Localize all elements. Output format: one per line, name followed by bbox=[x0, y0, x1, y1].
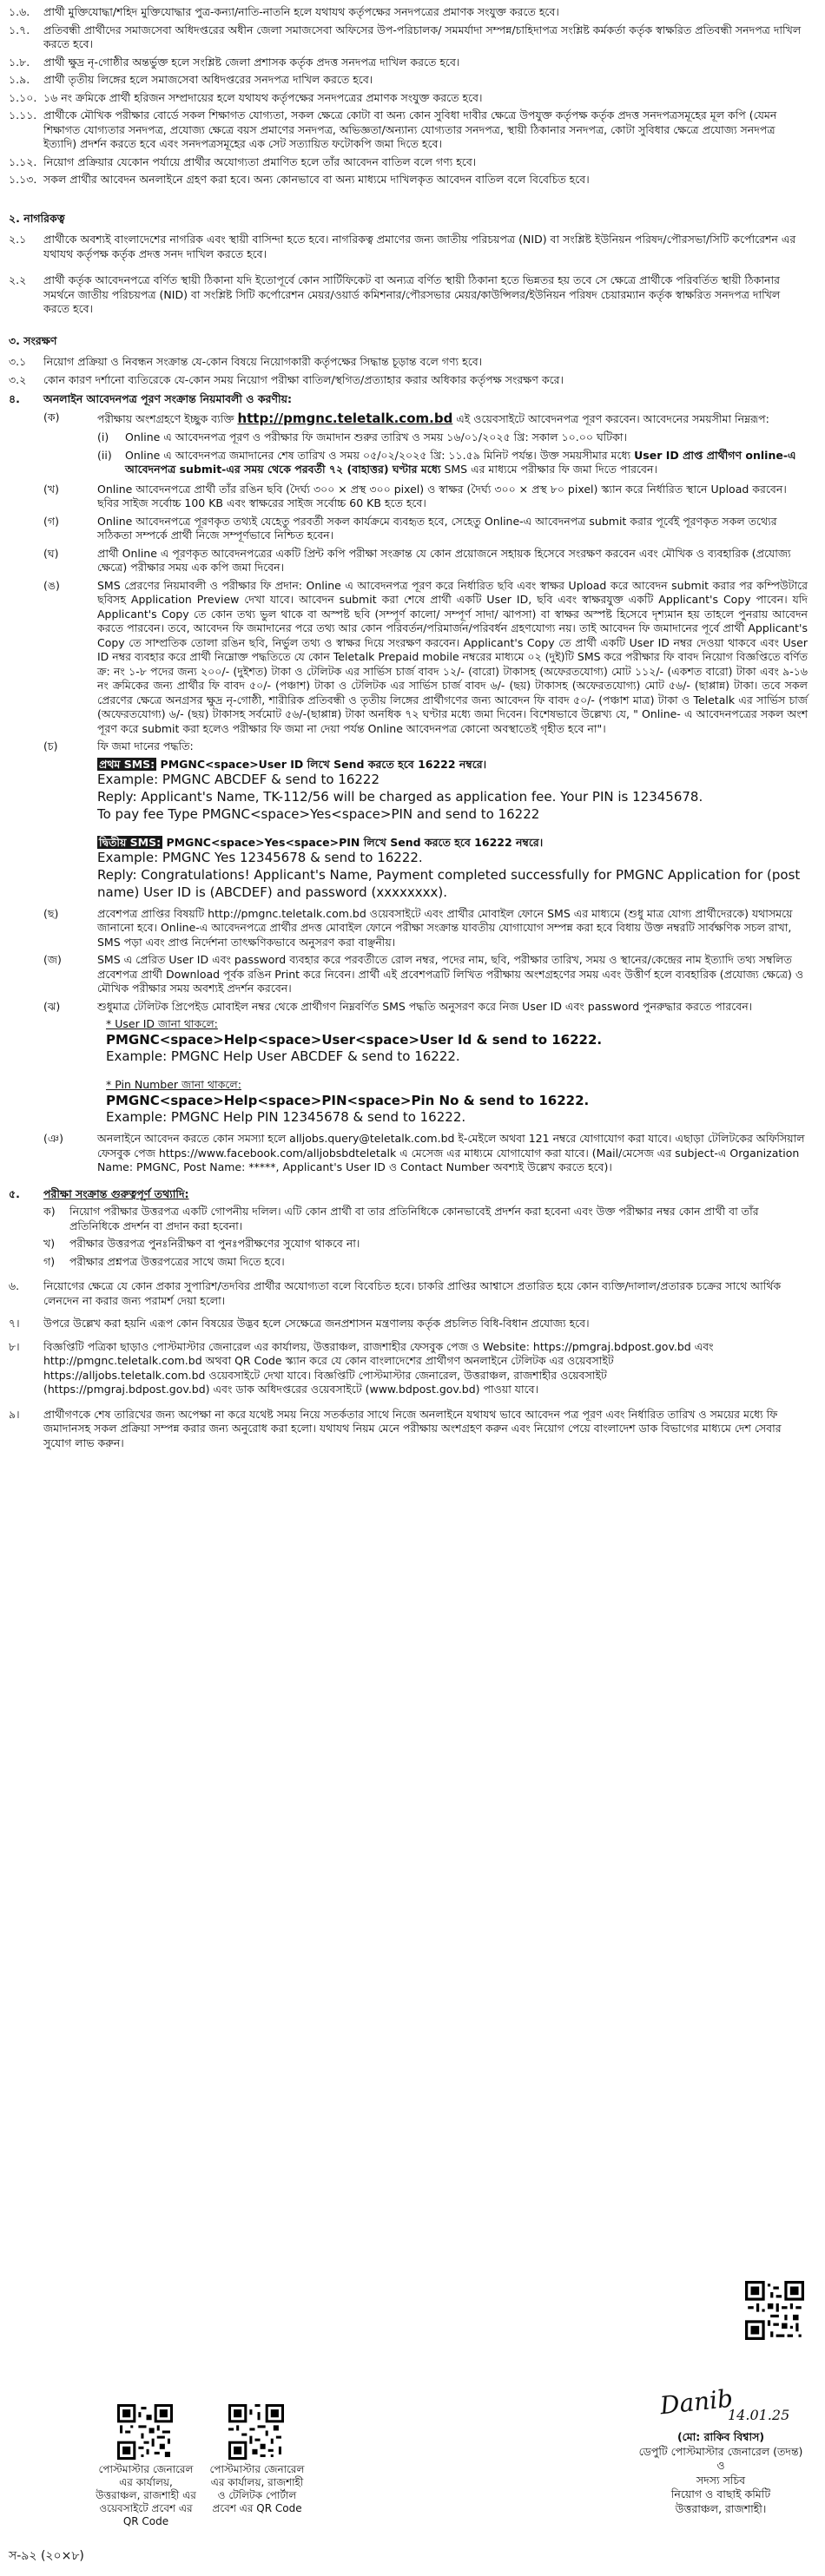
second-sms-label: দ্বিতীয় SMS: bbox=[99, 835, 162, 849]
item-4-ka-ii: (ii) Online এ আবেদনপত্র জমাদানের শেষ তারিখ ও সময় ০৫/০২/২০২৫ খ্রি: ১১.৫৯ মিনিট পর্যন্ত। উক্ত সময়সীমার মধ্যে User ID প্রাপ্ত প্রার্থীগণ online-এ আবেদনপত্র submit-এর সময় থেকে পরবর্তী ৭২ (বাহাত্তর) ঘণ্টার মধ্যে SMS এর মাধ্যমে পরীক্ষার ফি জমা দিতে পারবেন। bbox=[97, 448, 796, 476]
item-6: ৬. নিয়োগের ক্ষেত্রে যে কোন প্রকার সুপারিশ/তদবির প্রার্থীর অযোগ্যতা বলে বিবেচিত হবে। চাকরি প্রাপ্তির আশ্বাসে প্রতারিত হয়ে কোন ব্যক্তি/দালাল/প্রতারক চক্রের সাথে আর্থিক লেনদেন না করার জন্য পরামর্শ দেয়া হলো। bbox=[9, 1279, 782, 1307]
item-1-10: ১.১০. ১৬ নং ক্রমিকে প্রার্থী হরিজন সম্প্রদায়ের হলে যথাযথ কর্তৃপক্ষের সনদপত্রের প্রমাণক সংযুক্ত করতে হবে। bbox=[9, 90, 483, 104]
section-1-continued bbox=[9, 5, 808, 187]
qr-code-icon bbox=[745, 2281, 804, 2340]
item-8-qr-code[interactable] bbox=[745, 2281, 804, 2340]
section-4-heading: ৪. অনলাইন আবেদনপত্র পূরণ সংক্রান্ত নিয়মাবলী ও করণীয়: bbox=[9, 392, 292, 405]
item-1-7: ১.৭. প্রতিবন্ধী প্রার্থীদের সমাজসেবা অধিদপ্তরের অধীন জেলা সমাজসেবা অফিসের উপ-পরিচালক/ সমমর্যাদা সম্পন্ন/চাহিদাপত্র সংশ্লিষ্ট কর্মকর্তা কর্তৃক স্বাক্ষরিত প্রতিবন্ধী সনদপত্র দাখিল করতে হবে। bbox=[9, 23, 802, 50]
item-2-2: ২.২ প্রার্থী কর্তৃক আবেদনপত্রে বর্ণিত স্থায়ী ঠিকানা যদি ইতোপূর্বে কোন সার্টিফিকেট বা অন্যত্র বর্ণিত স্থায়ী ঠিকানা হতে ভিন্নতর হয় তবে সে ক্ষেত্রে প্রার্থীকে পরিবর্তিত স্থায়ী ঠিকানার সমর্থনে জাতীয় পরিচয়পত্র (NID) বা সংশ্লিষ্ট সিটি কর্পোরেশন মেয়র/ওয়ার্ড কমিশনার/পৌরসভার মেয়র/কাউন্সিলর/ইউনিয়ন পরিষদ চেয়ারম্যান কর্তৃক স্বাক্ষরিত সনদপত্র দাখিল করতে হবে। bbox=[9, 273, 781, 315]
application-link[interactable]: http://pmgnc.teletalk.com.bd bbox=[237, 410, 453, 426]
item-2-1: ২.১ প্রার্থীকে অবশ্যই বাংলাদেশের নাগরিক এবং স্থায়ী বাসিন্দা হতে হবে। নাগরিকত্ব প্রমাণের জন্য জাতীয় পরিচয়পত্র (NID) বা সংশ্লিষ্ট ইউনিয়ন পরিষদ/পৌরসভা/সিটি কর্পোরেশন এর যথাযথ কর্তৃপক্ষ কর্তৃক প্রদত্ত সনদ দাখিল করতে হবে। bbox=[9, 233, 796, 260]
item-4-cha2: (ছ) প্রবেশপত্র প্রাপ্তির বিষয়টি http://pmgnc.teletalk.com.bd ওয়েবসাইটে এবং প্রার্থীর মোবাইল ফোনে SMS এর মাধ্যমে (শুধু মাত্র যোগ্য প্রার্থীদেরকে) যথাসময়ে জানানো হবে। Online-এ আবেদনপত্রে প্রার্থীর প্রদত্ত মোবাইল ফোনে পরীক্ষা সংক্রান্ত যাবতীয় যোগাযোগ সম্পন্ন করা হবে বিধায় উক্ত নম্বরটি সার্বক্ষণিক সচল রাখা, SMS পড়া এবং প্রাপ্ত নির্দেশনা তাৎক্ষণিকভাবে অনুসরণ করা বাঞ্ছনীয়। bbox=[43, 906, 793, 949]
item-4-ga: (গ) Online আবেদনপত্রে পূরণকৃত তথ্যই যেহেতু পরবর্তী সকল কার্যক্রমে ব্যবহৃত হবে, সেহেতু Online-এ আবেদনপত্র submit করার পূর্বেই পূরণকৃত সকল তথ্যের সঠিকতা সম্পর্কে প্রার্থী নিজে সম্পূর্ণভাবে নিশ্চিত হবেন। bbox=[43, 514, 777, 542]
signature-block: Danib 14.01.25 (মো: রাকিব বিশ্বাস) ডেপুটি পোস্টমাস্টার জেনারেল (তদন্ত) ও সদস্য সচিব নিয়োগ ও বাছাই কমিটি উত্তরাঞ্চল, রাজশাহী। bbox=[625, 2387, 816, 2516]
item-5-kha: খ) পরীক্ষার উত্তরপত্র পুনঃনিরীক্ষণ বা পুনঃপরীক্ষণের সুযোগ থাকবে না। bbox=[43, 1237, 360, 1251]
section-5-exam-info bbox=[9, 1187, 808, 1270]
signatory-name: (মো: রাকিব বিশ্বাস) bbox=[676, 2430, 765, 2443]
item-1-8: ১.৮. প্রার্থী ক্ষুদ্র নৃ-গোষ্ঠীর অন্তর্ভুক্ত হলে সংশ্লিষ্ট জেলা প্রশাসক কর্তৃক প্রদত্ত সনদপত্র দাখিল করতে হবে। bbox=[9, 55, 460, 69]
item-5-ga: গ) পরীক্ষার প্রশ্নপত্র উত্তরপত্রের সাথে জমা দিতে হবে। bbox=[43, 1254, 285, 1268]
item-4-cha: (চ) ফি জমা দানের পদ্ধতি: bbox=[43, 739, 194, 753]
item-4-umo: (ঙ) SMS প্রেরণের নিয়মাবলী ও পরীক্ষার ফি প্রদান: Online এ আবেদনপত্র পূরণ করে নির্ধারিত ছবি এবং স্বাক্ষর Upload করে আবেদন submit করার পর কম্পিউটারে ছবিসহ Application Preview দেখা যাবে। আবেদন submit করা শেষে প্রার্থী একটি User ID, ছবি এবং স্বাক্ষরযুক্ত একটি Applicant's Copy পাবেন। যদি Applicant's Copy তে কোন তথ্য ভুল থাকে বা অস্পষ্ট ছবি (সম্পূর্ণ কালো/ সম্পূর্ণ সাদা/ ঝাপসা) বা স্বাক্ষর অস্পষ্ট হিসেবে দৃশ্যমান হয় তাহলে পুনরায় আবেদন করতে পারবেন। তবে, আবেদন ফি জমাদানের পরে তথ্য আর কোন পরিবর্তন/পরিমার্জন/পরিবর্ধন গ্রহণযোগ্য নয়। তাই আবেদন ফি জমাদানের পূর্বে প্রার্থী Applicant's Copy তে সাম্প্রতিক তোলা রঙিন ছবি, নির্ভুল তথ্য ও স্বাক্ষর দিয়ে সংরক্ষণ করবেন। Applicant's Copy তে প্রার্থী একটি User ID নম্বর দেওয়া থাকবে এবং User ID নম্বর ব্যবহার করে প্রার্থী নিম্নোক্ত পদ্ধতিতে যে কোন Teletalk Prepaid mobile নম্বরের মাধ্যমে ০২ (দুই)টি SMS করে পরীক্ষার ফি বাবদ নিয়োগ বিজ্ঞপ্তিতে বর্ণিত ক্র: নং ১-৮ পদের জন্য ২০০/- (দুইশত) টাকা ও টেলিটক এর সার্ভিস চার্জ বাবদ ১২/- (বারো) টাকাসহ (অফেরতযোগ্য) মোট ১১২/- (একশত বারো) টাকা এবং ৯-১৬ নং ক্রমিকের জন্য প্রার্থীর ফি বাবদ ৫০/- (পঞ্চাশ) টাকা ও টেলিটক এর সার্ভিস চার্জ বাবদ ৬/- (ছয়) টাকাসহ (অফেরতযোগ্য) মোট ৫৬/- (ছাপ্পান্ন) টাকা। তবে সকল প্রেরণের ক্ষেত্রে অনগ্রসর ক্ষুদ্র নৃ-গোষ্ঠী, শারীরিক প্রতিবন্ধী ও তৃতীয় লিঙ্গের প্রার্থীগণের জন্য আবেদন ফি বাবদ ৫০/- (পঞ্চাশ মাত্র) টাকা ও Teletalk এর সার্ভিস চার্জ (অফেরতযোগ্য) ৬/- (ছয়) টাকাসহ সর্বমোট ৫৬/-(ছাপ্পান্ন) টাকা অনধিক ৭২ ঘণ্টার মধ্যে জমা দিবেন। বিশেষভাবে উল্লেখ্য যে, " Online- এ আবেদনপত্রের সকল অংশ পূরণ করে submit করা হলেও পরীক্ষার ফি জমা না দেয়া পর্যন্ত Online আবেদনপত্র কোনো অবস্থাতেই গৃহীত হবে না"। bbox=[43, 578, 808, 735]
item-1-6: ১.৬. প্রার্থী মুক্তিযোদ্ধা/শহিদ মুক্তিযোদ্ধার পুত্র-কন্যা/নাতি-নাতনি হলে যথাযথ কর্তৃপক্ষের সনদপত্রের প্রমাণক সংযুক্ত করতে হবে। bbox=[9, 5, 559, 18]
item-3-1: ৩.১ নিয়োগ প্রক্রিয়া ও নিবন্ধন সংক্রান্ত যে-কোন বিষয়ে নিয়োগকারী কর্তৃপক্ষের সিদ্ধান্ত চূড়ান্ত বলে গণ্য হবে। bbox=[9, 355, 483, 368]
item-1-12: ১.১২. নিয়োগ প্রক্রিয়ার যেকোন পর্যায়ে প্রার্থীর অযোগ্যতা প্রমাণিত হলে তাঁর আবেদন বাতিল বলে গণ্য হবে। bbox=[9, 154, 477, 168]
section-4-online-application bbox=[9, 392, 808, 1175]
item-4-ta: (ঞ) অনলাইনে আবেদন করতে কোন সমস্যা হলে alljobs.query@teletalk.com.bd ই-মেইলে অথবা 121 নম্বরে যোগাযোগ করা যাবে। এছাড়া টেলিটকের অফিসিয়াল ফেসবুক পেজ https://www.facebook.com/alljobsbdteletalk এ মেসেজ এর মাধ্যমে যোগাযোগ করা যাবে। (Mail/মেসেজ এর subject-এ Organization Name: PMGNC, Post Name: *****, Applicant's User ID ও Contact Number অবশ্যই উল্লেখ করতে হবে)। bbox=[43, 1132, 805, 1174]
item-4-kha: (খ) Online আবেদনপত্রে প্রার্থী তাঁর রঙিন ছবি (দৈর্ঘ্য ৩০০ × প্রস্থ ৩০০ pixel) ও স্বাক্ষর (দৈর্ঘ্য ৩০০ × প্রস্থ ৮০ pixel) স্ক্যান করে নির্ধারিত স্থানে Upload করবেন। ছবির সাইজ সর্বোচ্চ 100 KB এবং স্বাক্ষরের সাইজ সর্বোচ্চ 60 KB হতে হবে। bbox=[43, 482, 787, 510]
second-sms-block: দ্বিতীয় SMS: PMGNC<space>Yes<space>PIN লিখে Send করতে হবে 16222 নম্বরে। Example: PMGNC Yes 12345678 & send to 16222. Reply: Congratulations! Applicant's Name, Payment completed successfully for PMGNC Application for (post name) User ID is (ABCDEF) and password (xxxxxxxx). bbox=[97, 835, 801, 900]
bottom-qr-left[interactable] bbox=[117, 2404, 173, 2460]
item-4-ka: (ক) পরীক্ষায় অংশগ্রহণে ইচ্ছুক ব্যক্তি http://pmgnc.teletalk.com.bd এই ওয়েবসাইটে আবেদনপত্র পূরণ করবেন। আবেদনের সময়সীমা নিম্নরূপ: bbox=[43, 410, 769, 426]
qr-code-icon bbox=[117, 2404, 173, 2460]
form-code: স-৯২ (২০×৮) bbox=[9, 2549, 84, 2563]
qr-code-icon bbox=[228, 2404, 284, 2460]
user-id-recovery: * User ID জানা থাকলে: PMGNC<space>Help<space>User<space>User Id & send to 16222. Example: PMGNC Help User ABCDEF & send to 16222. bbox=[106, 1017, 603, 1065]
item-8: ৮। বিজ্ঞপ্তিটি পত্রিকা ছাড়াও পোস্টমাস্টার জেনারেল এর কার্যালয়, উত্তরাঞ্চল, রাজশাহীর ফেসবুক পেজ ও Website: https://pmgraj.bdpost.gov.bd এবং http://pmgnc.teletalk.com.bd অথবা QR Code স্ক্যান করে যে কোন বাংলাদেশের প্রার্থীগণ অনলাইনে টেলিটক এর ওয়েবসাইট https://alljobs.teletalk.com.bd ওয়েবসাইটে দেখা যাবে। বিজ্ঞপ্তিটি পোস্টমাস্টার জেনারেল, উত্তরাঞ্চল, রাজশাহীর ওয়েবসাইট (https://pmgraj.bdpost.gov.bd) এবং ডাক অধিদপ্তরের ওয়েবসাইটে (www.bdpost.gov.bd) পাওয়া যাবে। bbox=[9, 1339, 714, 1396]
item-4-ka-i: (i) Online এ আবেদনপত্র পূরণ ও পরীক্ষার ফি জমাদান শুরুর তারিখ ও সময় ১৬/০১/২০২৫ খ্রি: সকাল ১০.০০ ঘটিকা। bbox=[97, 430, 627, 444]
section-2-citizenship bbox=[9, 212, 808, 317]
section-3-reservation bbox=[9, 334, 808, 388]
section-5-heading: ৫. পরীক্ষা সংক্রান্ত গুরুত্বপূর্ণ তথ্যাদি: bbox=[9, 1186, 189, 1200]
item-4-jha: (জ) SMS এ প্রেরিত User ID এবং password ব্যবহার করে পরবর্তীতে রোল নম্বর, পদের নাম, ছবি, পরীক্ষার তারিখ, সময় ও স্থানের/কেন্দ্রের নাম ইত্যাদি তথ্য সম্বলিত প্রবেশপত্র প্রার্থী Download পূর্বক রঙিন Print করে নিবেন। প্রার্থী এই প্রবেশপত্রটি লিখিত পরীক্ষায় অংশগ্রহণের সময় এবং উত্তীর্ণ হলে ব্যবহারিক (প্রযোজ্য ক্ষেত্রে) ও মৌখিক পরীক্ষার সময় অবশ্যই প্রদর্শন করবেন। bbox=[43, 953, 804, 996]
item-4-nio: (ঝ) শুধুমাত্র টেলিটক প্রিপেইড মোবাইল নম্বর থেকে প্রার্থীগণ নিম্নবর্ণিত SMS পদ্ধতি অনুসরণ করে নিজ User ID এবং password পুনরুদ্ধার করতে পারবেন। bbox=[43, 999, 753, 1013]
item-1-11: ১.১১. প্রার্থীকে মৌখিক পরীক্ষার বোর্ডে সকল শিক্ষাগত যোগ্যতা, সকল ক্ষেত্রে কোটা বা অন্য কোন সুবিধা দাবীর ক্ষেত্রে উপযুক্ত কর্তৃপক্ষ কর্তৃক প্রদত্ত সনদপত্রসমূহের মূল কপি (যেমন শিক্ষাগত যোগ্যতার সনদপত্র, প্রযোজ্য ক্ষেত্রে বয়স প্রমাণের সনদপত্র, অভিজ্ঞতা/অন্যান্য যোগ্যতার সনদপত্র, স্থায়ী ঠিকানার সনদপত্র, কোটা সুবিধার ক্ষেত্রে প্রযোজ্য সনদপত্র ইত্যাদি) প্রদর্শন করতে হবে এবং সনদপত্রসমূহের এক সেট সত্যায়িত ফটোকপি জমা দিতে হবে। bbox=[9, 108, 777, 150]
bottom-qr-left-caption: পোস্টমাস্টার জেনারেল এর কার্যালয়, উত্তরাঞ্চল, রাজশাহী এর ওয়েবসাইটে প্রবেশ এর QR Code bbox=[96, 2463, 196, 2527]
section-2-title: ২. নাগরিকত্ব bbox=[9, 211, 65, 225]
item-9: ৯। প্রার্থীগণকে শেষ তারিখের জন্য অপেক্ষা না করে যথেষ্ট সময় নিয়ে সতর্কতার সাথে নিজে অনলাইনে যথাযথ ভাবে আবেদন পত্র পূরণ এবং নির্ধারিত তারিখ ও সময়ের মধ্যে ফি জমাদানসহ সকল প্রক্রিয়া সম্পন্ন করার জন্য অনুরোধ করা হলো। যথাযথ নিয়ম মেনে পরীক্ষায় অংশগ্রহণ করুন এবং নিয়োগ পেয়ে বাংলাদেশ ডাক বিভাগের মাধ্যমে দেশ সেবার সুযোগ লাভ করুন। bbox=[9, 1407, 782, 1449]
first-sms-label: প্রথম SMS: bbox=[99, 757, 155, 771]
item-1-13: ১.১৩. সকল প্রার্থীর আবেদন অনলাইনে গ্রহণ করা হবে। অন্য কোনভাবে বা অন্য মাধ্যমে দাখিলকৃত আবেদন বাতিল বলে বিবেচিত হবে। bbox=[9, 173, 590, 186]
section-3-title: ৩. সংরক্ষণ bbox=[9, 333, 57, 347]
signature-scribble: Danib 14.01.25 bbox=[658, 2383, 790, 2423]
pin-recovery: * Pin Number জানা থাকলে: PMGNC<space>Help<space>PIN<space>Pin No & send to 16222. Example: PMGNC Help PIN 12345678 & send to 16222. bbox=[106, 1078, 590, 1126]
item-7: ৭। উপরে উল্লেখ করা হয়নি এরূপ কোন বিষয়ের উদ্ভব হলে সেক্ষেত্রে জনপ্রশাসন মন্ত্রণালয় কর্তৃক প্রচলিত বিধি-বিধান প্রযোজ্য হবে। bbox=[9, 1317, 590, 1331]
item-4-gha: (ঘ) প্রার্থী Online এ পূরণকৃত আবেদনপত্রের একটি প্রিন্ট কপি পরীক্ষা সংক্রান্ত যে কোন প্রয়োজনে সহায়ক হিসেবে সংরক্ষণ করবেন এবং মৌখিক ও ব্যবহারিক (প্রযোজ্য ক্ষেত্রে) পরীক্ষার সময় এক কপি জমা দিবেন। bbox=[43, 546, 791, 575]
bottom-qr-right[interactable] bbox=[228, 2404, 284, 2460]
item-1-9: ১.৯. প্রার্থী তৃতীয় লিঙ্গের হলে সমাজসেবা অধিদপ্তরের সনদপত্র দাখিল করতে হবে। bbox=[9, 73, 373, 86]
first-sms-block: প্রথম SMS: PMGNC<space>User ID লিখে Send করতে হবে 16222 নম্বরে। Example: PMGNC ABCDEF & send to 16222 Reply: Applicant's Name, TK-112/56 will be charged as application fee. Your PIN is 12345678. To pay fee Type PMGNC<space>Yes<space>PIN and send to 16222 bbox=[97, 757, 703, 822]
bottom-qr-right-caption: পোস্টমাস্টার জেনারেল এর কার্যালয়, রাজশাহী ও টেলিটক পোর্টাল প্রবেশ এর QR Code bbox=[209, 2463, 305, 2514]
item-5-ka: ক) নিয়োগ পরীক্ষার উত্তরপত্র একটি গোপনীয় দলিল। এটি কোন প্রার্থী বা তার প্রতিনিধিকে কোনভাবেই প্রদর্শন করা হবেনা এবং উক্ত পরীক্ষার নম্বর কোন প্রার্থী বা তাঁর প্রতিনিধিকে প্রদর্শন বা প্রদান করা হবেনা। bbox=[43, 1205, 759, 1232]
item-3-2: ৩.২ কোন কারণ দর্শানো ব্যতিরেকে যে-কোন সময় নিয়োগ পরীক্ষা বাতিল/স্থগিত/প্রত্যাহার করার অধিকার কর্তৃপক্ষ সংরক্ষণ করে। bbox=[9, 372, 564, 386]
